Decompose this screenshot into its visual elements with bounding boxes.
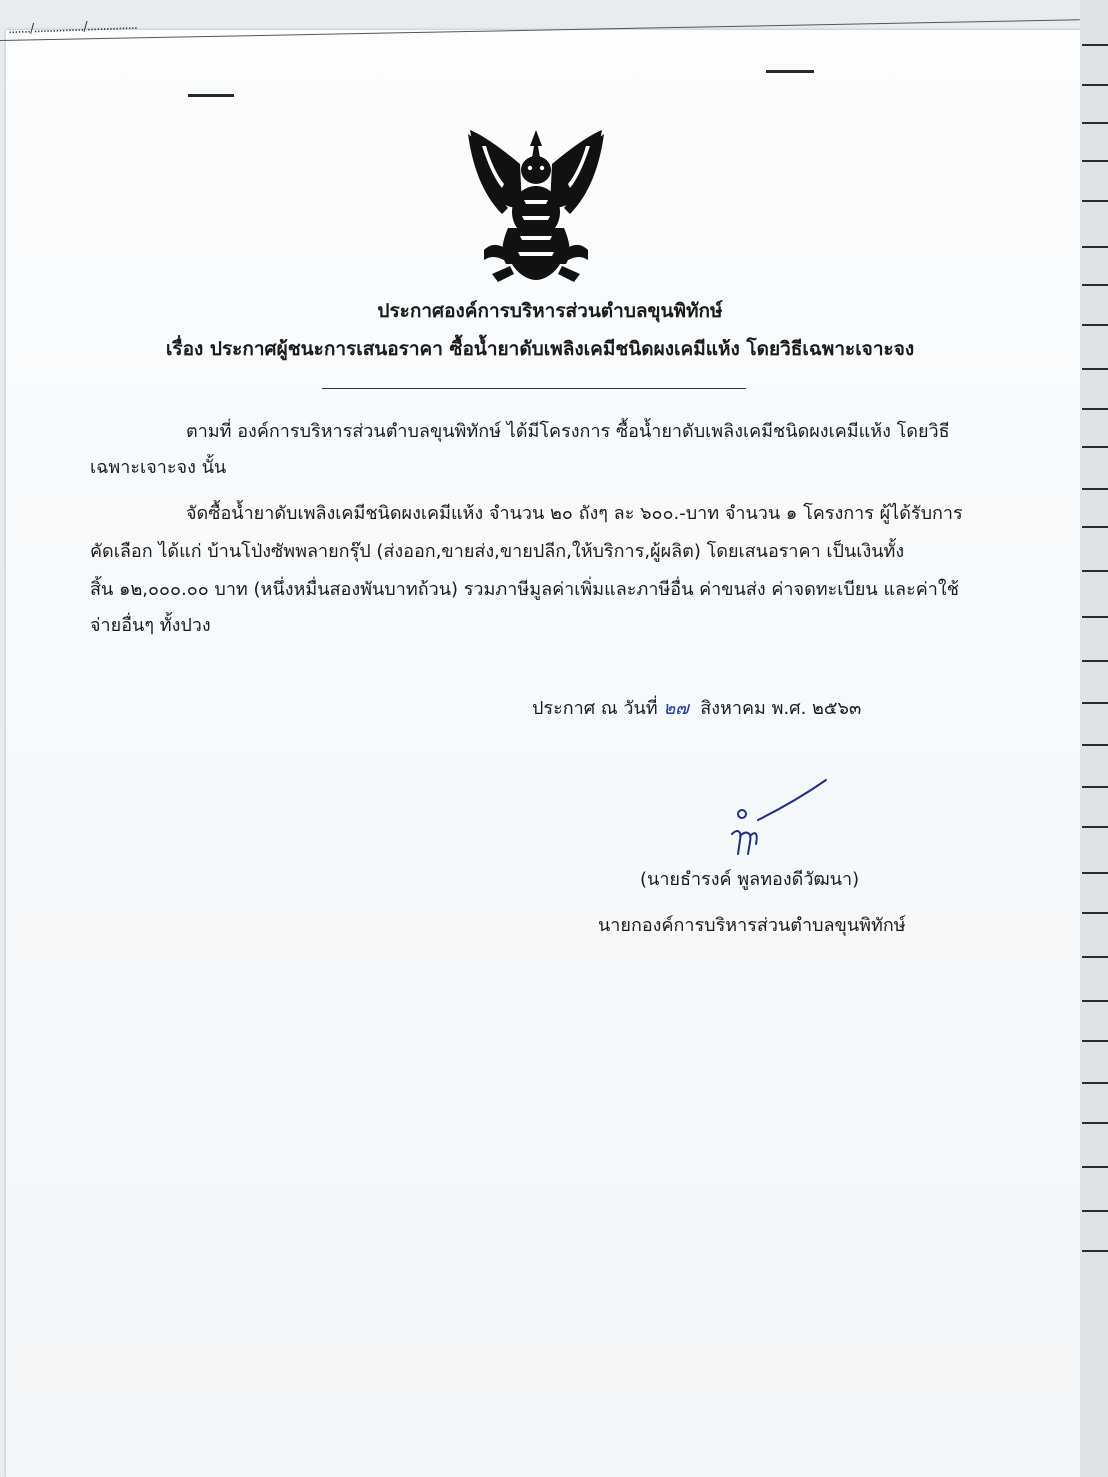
ruled-line xyxy=(1082,616,1108,618)
paragraph-1-line-2: เฉพาะเจาะจง นั้น xyxy=(90,457,227,478)
garuda-emblem xyxy=(462,124,610,286)
date-prefix: ประกาศ ณ วันที่ xyxy=(532,698,658,719)
ruled-line xyxy=(1082,1082,1108,1084)
ruled-line xyxy=(1082,744,1108,746)
ruled-line xyxy=(1082,1166,1108,1168)
ruled-line xyxy=(1082,956,1108,958)
paragraph-2-line-2: คัดเลือก ได้แก่ บ้านโป่งซัพพลายกรุ๊ป (ส่งออก,ขายส่ง,ขายปลีก,ให้บริการ,ผู้ผลิต) โดยเสนอราคา เป็นเงินทั้ง xyxy=(90,541,905,562)
ruled-line xyxy=(1082,1040,1108,1042)
ruled-line xyxy=(1082,1210,1108,1212)
ruled-line xyxy=(1082,826,1108,828)
announcement-title: ประกาศองค์การบริหารส่วนตำบลขุนพิทักษ์ xyxy=(377,300,723,322)
date-day-handwritten: ๒๗ xyxy=(663,698,689,719)
ruled-line xyxy=(1082,160,1108,162)
ruled-line xyxy=(1082,446,1108,448)
announcement-subject: เรื่อง ประกาศผู้ชนะการเสนอราคา ซื้อน้ำยาดับเพลิงเคมีชนิดผงเคมีแห้ง โดยวิธีเฉพาะเจาะจง xyxy=(165,338,915,360)
paragraph-2-line-1: จัดซื้อน้ำยาดับเพลิงเคมีชนิดผงเคมีแห้ง จำนวน ๒๐ ถังๆ ละ ๖๐๐.-บาท จำนวน ๑ โครงการ ผู้ได้รับการ xyxy=(186,503,963,524)
ruled-line xyxy=(1082,570,1108,572)
ruled-line xyxy=(1082,1250,1108,1252)
ruled-line xyxy=(1082,408,1108,410)
ruled-line xyxy=(1082,84,1108,86)
ruled-line xyxy=(1082,324,1108,326)
ruled-line xyxy=(1082,872,1108,874)
ruled-line xyxy=(1082,660,1108,662)
header-scribble: ......./................/................ xyxy=(7,17,138,38)
ruled-line xyxy=(1082,284,1108,286)
ruled-line xyxy=(1082,44,1108,46)
paragraph-1-line-1: ตามที่ องค์การบริหารส่วนตำบลขุนพิทักษ์ ได้มีโครงการ ซื้อน้ำยาดับเพลิงเคมีชนิดผงเคมีแห้ง โดยวิธี xyxy=(186,421,950,442)
announcement-date xyxy=(532,693,861,722)
ruled-line xyxy=(1082,526,1108,528)
ruled-line xyxy=(1082,246,1108,248)
ruled-line xyxy=(1082,1000,1108,1002)
margin-mark xyxy=(766,70,814,73)
underlying-ruled-page xyxy=(1080,0,1108,1477)
signer-name: (นายธำรงค์ พูลทองดีวัฒนา) xyxy=(640,869,860,890)
handwritten-signature xyxy=(728,770,838,870)
ruled-line xyxy=(1082,912,1108,914)
paragraph-2-line-4: จ่ายอื่นๆ ทั้งปวง xyxy=(90,615,211,636)
date-month-year: สิงหาคม พ.ศ. ๒๕๖๓ xyxy=(700,698,862,719)
ruled-line xyxy=(1082,1122,1108,1124)
ruled-line xyxy=(1082,368,1108,370)
ruled-line xyxy=(1082,200,1108,202)
signer-position: นายกองค์การบริหารส่วนตำบลขุนพิทักษ์ xyxy=(598,915,906,936)
title-separator xyxy=(322,388,746,389)
ruled-line xyxy=(1082,122,1108,124)
ruled-line xyxy=(1082,702,1108,704)
ruled-line xyxy=(1082,488,1108,490)
paragraph-2-line-3: สิ้น ๑๒,๐๐๐.๐๐ บาท (หนึ่งหมื่นสองพันบาทถ้วน) รวมภาษีมูลค่าเพิ่มและภาษีอื่น ค่าขนส่ง ค่าจดทะเบียน และค่าใช้ xyxy=(90,579,959,600)
ruled-line xyxy=(1082,786,1108,788)
margin-mark xyxy=(188,94,234,97)
